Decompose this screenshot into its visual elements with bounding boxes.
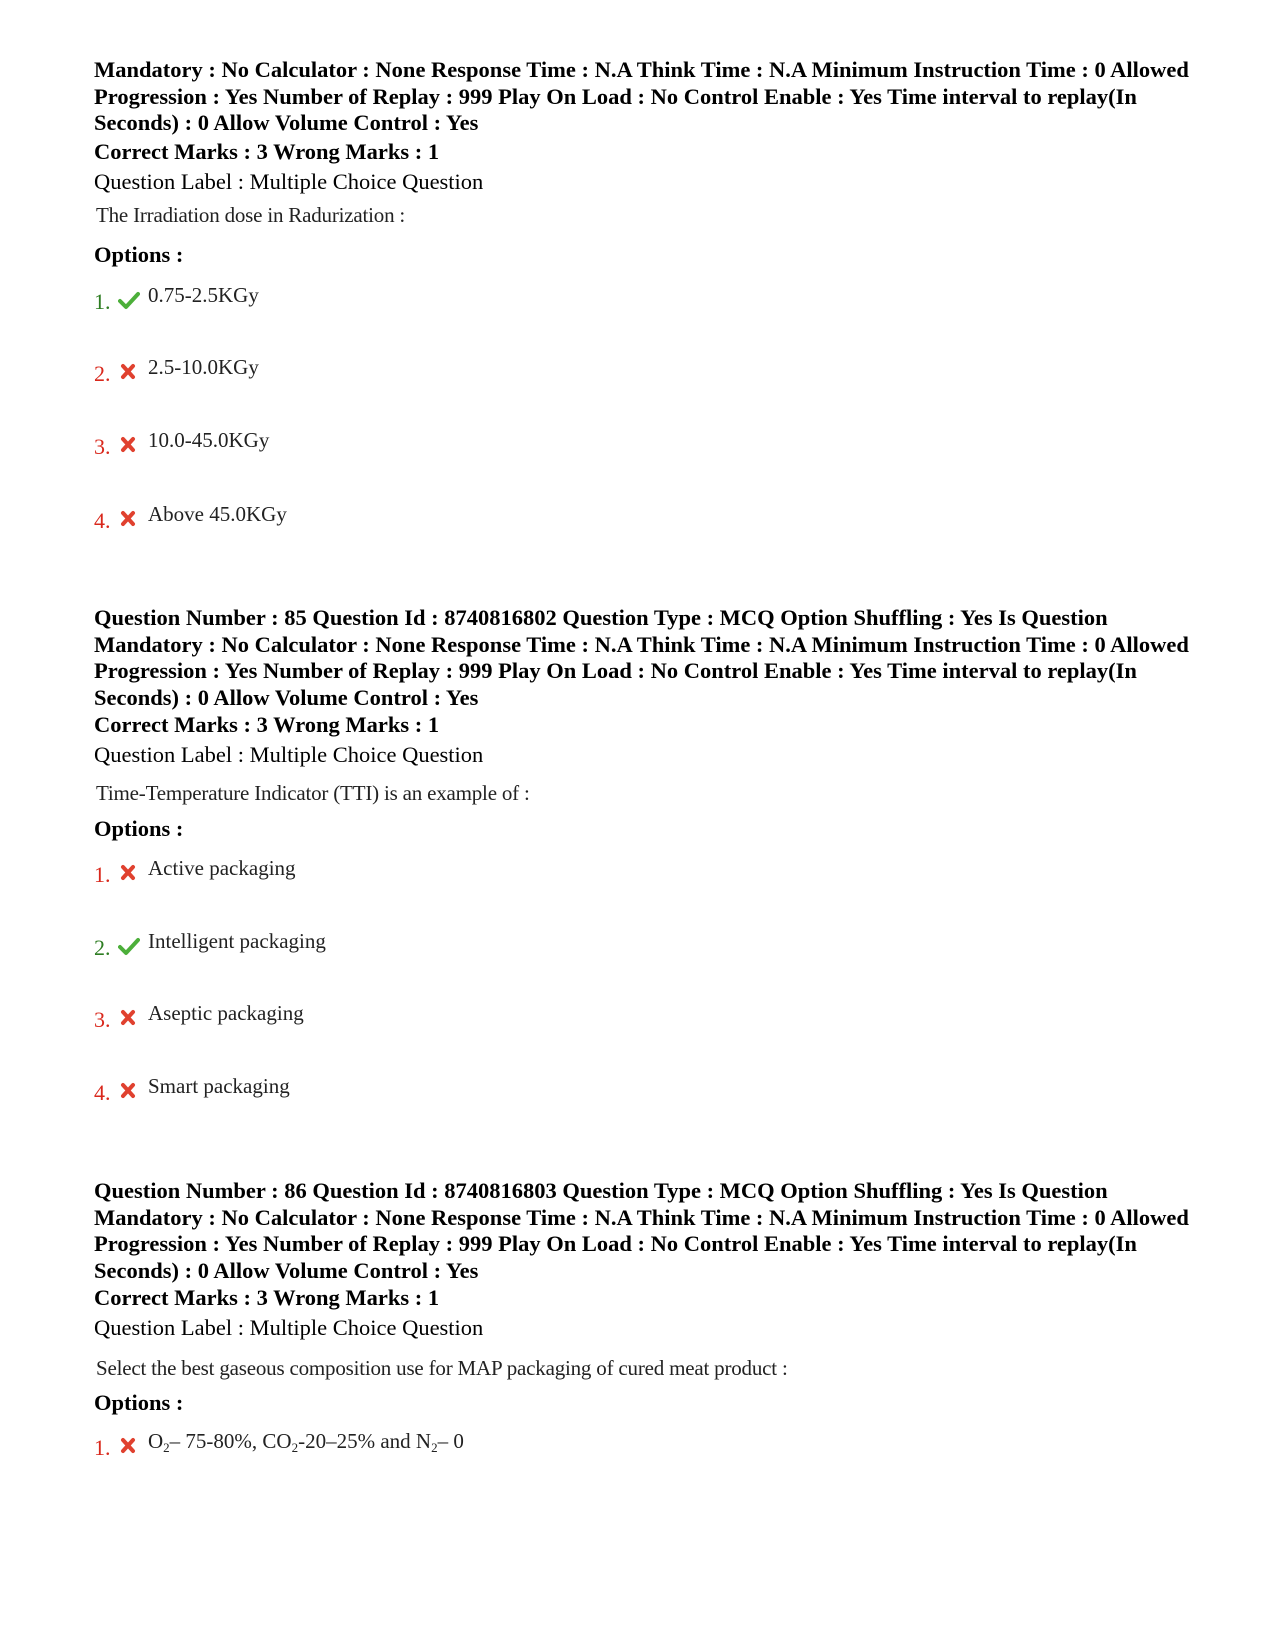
option-number: 2. <box>94 935 111 960</box>
option-number: 3. <box>94 1007 111 1032</box>
option-text: 2.5-10.0KGy <box>148 355 259 379</box>
marks-line: Correct Marks : 3 Wrong Marks : 1 <box>94 139 440 164</box>
question-label: Question Label : Multiple Choice Question <box>94 1315 484 1340</box>
option-item <box>94 501 794 531</box>
option-number: 2. <box>94 361 111 386</box>
check-icon <box>118 290 140 310</box>
option-number: 4. <box>94 1080 111 1105</box>
marks-line: Correct Marks : 3 Wrong Marks : 1 <box>94 1285 440 1310</box>
option-number: 4. <box>94 508 111 533</box>
question-label: Question Label : Multiple Choice Question <box>94 742 484 767</box>
question-text: Time-Temperature Indicator (TTI) is an example of : <box>96 781 530 805</box>
option-text: Above 45.0KGy <box>148 502 287 526</box>
option-text: Smart packaging <box>148 1074 290 1098</box>
cross-icon <box>118 362 140 382</box>
cross-icon <box>118 435 140 455</box>
option-item <box>94 1428 794 1458</box>
option-item <box>94 1000 794 1030</box>
question-meta: Question Number : 86 Question Id : 8740816803 Question Type : MCQ Option Shuffling : Yes Is Question Mandatory : No Calculator : None Response Time : N.A Think Time : N.A Minimum Instruction Time : 0 Allowed Progression : Yes Number of Replay : 999 Play On Load : No Control Enable : Yes Time interval to replay(In Seconds) : 0 Allow Volume Control : Yes <box>94 1178 1189 1283</box>
question-meta: Question Number : 85 Question Id : 8740816802 Question Type : MCQ Option Shuffling : Yes Is Question Mandatory : No Calculator : None Response Time : N.A Think Time : N.A Minimum Instruction Time : 0 Allowed Progression : Yes Number of Replay : 999 Play On Load : No Control Enable : Yes Time interval to replay(In Seconds) : 0 Allow Volume Control : Yes <box>94 605 1189 710</box>
marks-line: Correct Marks : 3 Wrong Marks : 1 <box>94 712 440 737</box>
option-number: 3. <box>94 434 111 459</box>
option-text: Intelligent packaging <box>148 929 326 953</box>
option-number: 1. <box>94 862 111 887</box>
cross-icon <box>118 509 140 529</box>
option-text: $O_2-$ 75-80%, $CO_2-20-25\%$ and $N_2-$ 0 <box>148 1429 464 1455</box>
option-text: 10.0-45.0KGy <box>148 428 270 452</box>
question-text: Select the best gaseous composition use for MAP packaging of cured meat product : <box>96 1356 788 1380</box>
option-item <box>94 282 794 312</box>
question-meta: Mandatory : No Calculator : None Response Time : N.A Think Time : N.A Minimum Instruction Time : 0 Allowed Progression : Yes Number of Replay : 999 Play On Load : No Control Enable : Yes Time interval to replay(In Seconds) : 0 Allow Volume Control : Yes <box>94 57 1189 135</box>
cross-icon <box>118 1008 140 1028</box>
cross-icon <box>118 863 140 883</box>
option-item <box>94 354 794 384</box>
option-item <box>94 427 794 457</box>
option-number: 1. <box>94 1435 111 1460</box>
option-text: 0.75-2.5KGy <box>148 283 259 307</box>
option-text: Aseptic packaging <box>148 1001 304 1025</box>
option-item <box>94 1073 794 1103</box>
cross-icon <box>118 1436 140 1456</box>
option-item <box>94 928 794 958</box>
check-icon <box>118 936 140 956</box>
option-text: Active packaging <box>148 856 296 880</box>
options-title: Options : <box>94 242 184 267</box>
question-text: The Irradiation dose in Radurization : <box>96 203 406 227</box>
cross-icon <box>118 1081 140 1101</box>
question-label: Question Label : Multiple Choice Question <box>94 169 484 194</box>
option-number: 1. <box>94 289 111 314</box>
options-title: Options : <box>94 816 184 841</box>
options-title: Options : <box>94 1390 184 1415</box>
option-item <box>94 855 794 885</box>
